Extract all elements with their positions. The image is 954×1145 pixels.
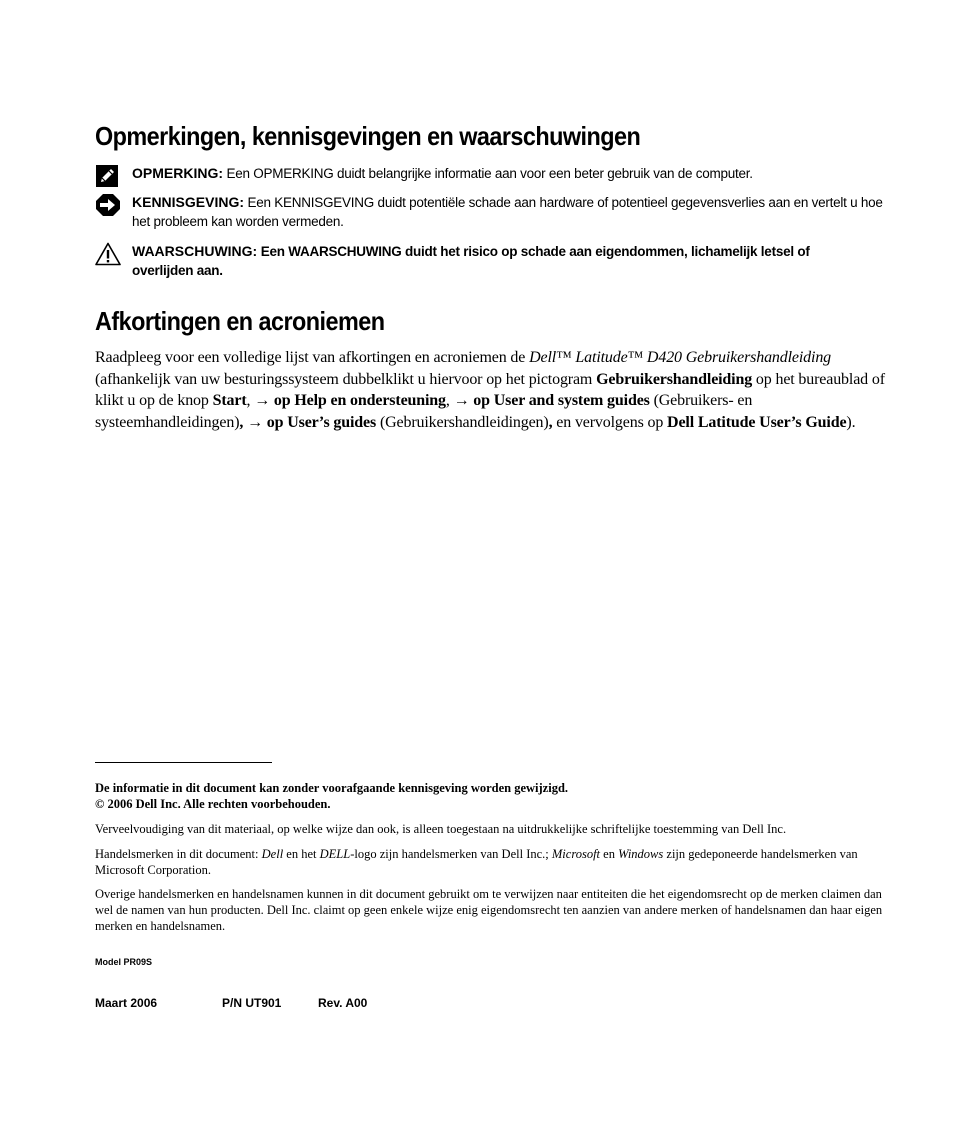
trademark-text: en <box>600 847 619 861</box>
paragraph-text: (afhankelijk van uw besturingssysteem dubbelklikt u hiervoor op het pictogram <box>95 370 597 388</box>
trademark-notice <box>95 846 895 878</box>
notice-hexagon-icon <box>95 193 121 217</box>
trademark-text: zijn gedeponeerde handelsmerken van Microsoft Corporation. <box>95 847 858 877</box>
legal-change-notice: De informatie in dit document kan zonder voorafgaande kennisgeving worden gewijzigd. <box>95 781 569 795</box>
paragraph-text: op het bureaublad of klikt u op de knop <box>95 370 885 409</box>
revision: Rev. A00 <box>318 996 368 1010</box>
guide-title: Dell™ Latitude™ D420 Gebruikershandleiding <box>529 349 832 366</box>
paragraph-text: ). <box>846 413 856 431</box>
paragraph-text: en vervolgens op <box>552 413 668 431</box>
notes-heading: Opmerkingen, kennisgevingen en waarschuwingen <box>95 121 641 151</box>
abbreviations-heading: Afkortingen en acroniemen <box>95 306 385 336</box>
other-trademarks-notice: Overige handelsmerken en handelsnamen kunnen in dit document gebruikt om te verwijzen naar entiteiten die het eigendomsrecht op de merken claimen dan wel de namen van hun producten. Dell Inc. claimt op geen enkele wijze enig eigendomsrecht ten aanzien van andere merken of handelsnamen dan haar eigen merken en handelsnamen. <box>95 887 883 933</box>
part-number: P/N UT901 <box>222 996 282 1010</box>
pencil-note-icon <box>95 164 121 188</box>
system-guides-step: → op User and system guides <box>453 392 650 409</box>
trademark-microsoft: Microsoft <box>551 847 601 861</box>
paragraph-text: (Gebruikers- en systeemhandleidingen) <box>95 392 753 431</box>
paragraph-text: , <box>246 392 255 409</box>
note-body: Een OPMERKING duidt belangrijke informatie aan voor een beter gebruik van de computer. <box>223 166 753 181</box>
publication-date: Maart 2006 <box>95 996 158 1010</box>
trademark-text: -logo zijn handelsmerken van Dell Inc.; <box>350 847 552 861</box>
note-text <box>132 164 892 183</box>
paragraph-text: , <box>548 413 553 431</box>
dell-guide-step: Dell Latitude User’s Guide <box>667 413 847 431</box>
paragraph-text: , <box>445 392 454 409</box>
warning-label: WAARSCHUWING: <box>132 243 258 259</box>
model-number: Model PR09S <box>95 957 153 967</box>
paragraph-text: (Gebruikershandleidingen) <box>376 413 549 431</box>
reproduction-notice: Verveelvoudiging van dit materiaal, op welke wijze dan ook, is alleen toegestaan na uitdrukkelijke schriftelijke toestemming van Dell Inc. <box>95 822 787 836</box>
paragraph-text: , <box>239 413 248 431</box>
paragraph-text: Raadpleeg voor een volledige lijst van afkortingen en acroniemen de <box>95 349 530 366</box>
notice-body: Een KENNISGEVING duidt potentiële schade aan hardware of potentieel gegevensverlies aan en vertelt u hoe het probleem kan worden vermeden. <box>132 195 883 229</box>
footnote-divider <box>95 762 272 763</box>
warning-text <box>132 242 832 280</box>
trademark-text: Handelsmerken in dit document: <box>95 847 262 861</box>
trademark-dell: Dell <box>261 847 284 861</box>
user-guide-icon-label: Gebruikershandleiding <box>596 370 753 388</box>
notice-label: KENNISGEVING: <box>132 194 245 210</box>
trademark-text: en het <box>283 847 320 861</box>
help-support-step: → op Help en ondersteuning <box>254 392 446 409</box>
trademark-windows: Windows <box>618 847 664 861</box>
users-guides-step: → op User’s guides <box>247 413 377 431</box>
start-button-label: Start <box>212 392 247 409</box>
trademark-dell-logo: DELL <box>319 847 351 861</box>
abbreviations-paragraph <box>95 347 895 433</box>
warning-body: Een WAARSCHUWING duidt het risico op schade aan eigendommen, lichamelijk letsel of overlijden aan. <box>132 244 810 278</box>
warning-triangle-icon <box>95 242 121 266</box>
legal-notice <box>95 780 895 812</box>
copyright-line: © 2006 Dell Inc. Alle rechten voorbehouden. <box>95 797 331 811</box>
notice-text <box>132 193 892 231</box>
note-label: OPMERKING: <box>132 165 223 181</box>
